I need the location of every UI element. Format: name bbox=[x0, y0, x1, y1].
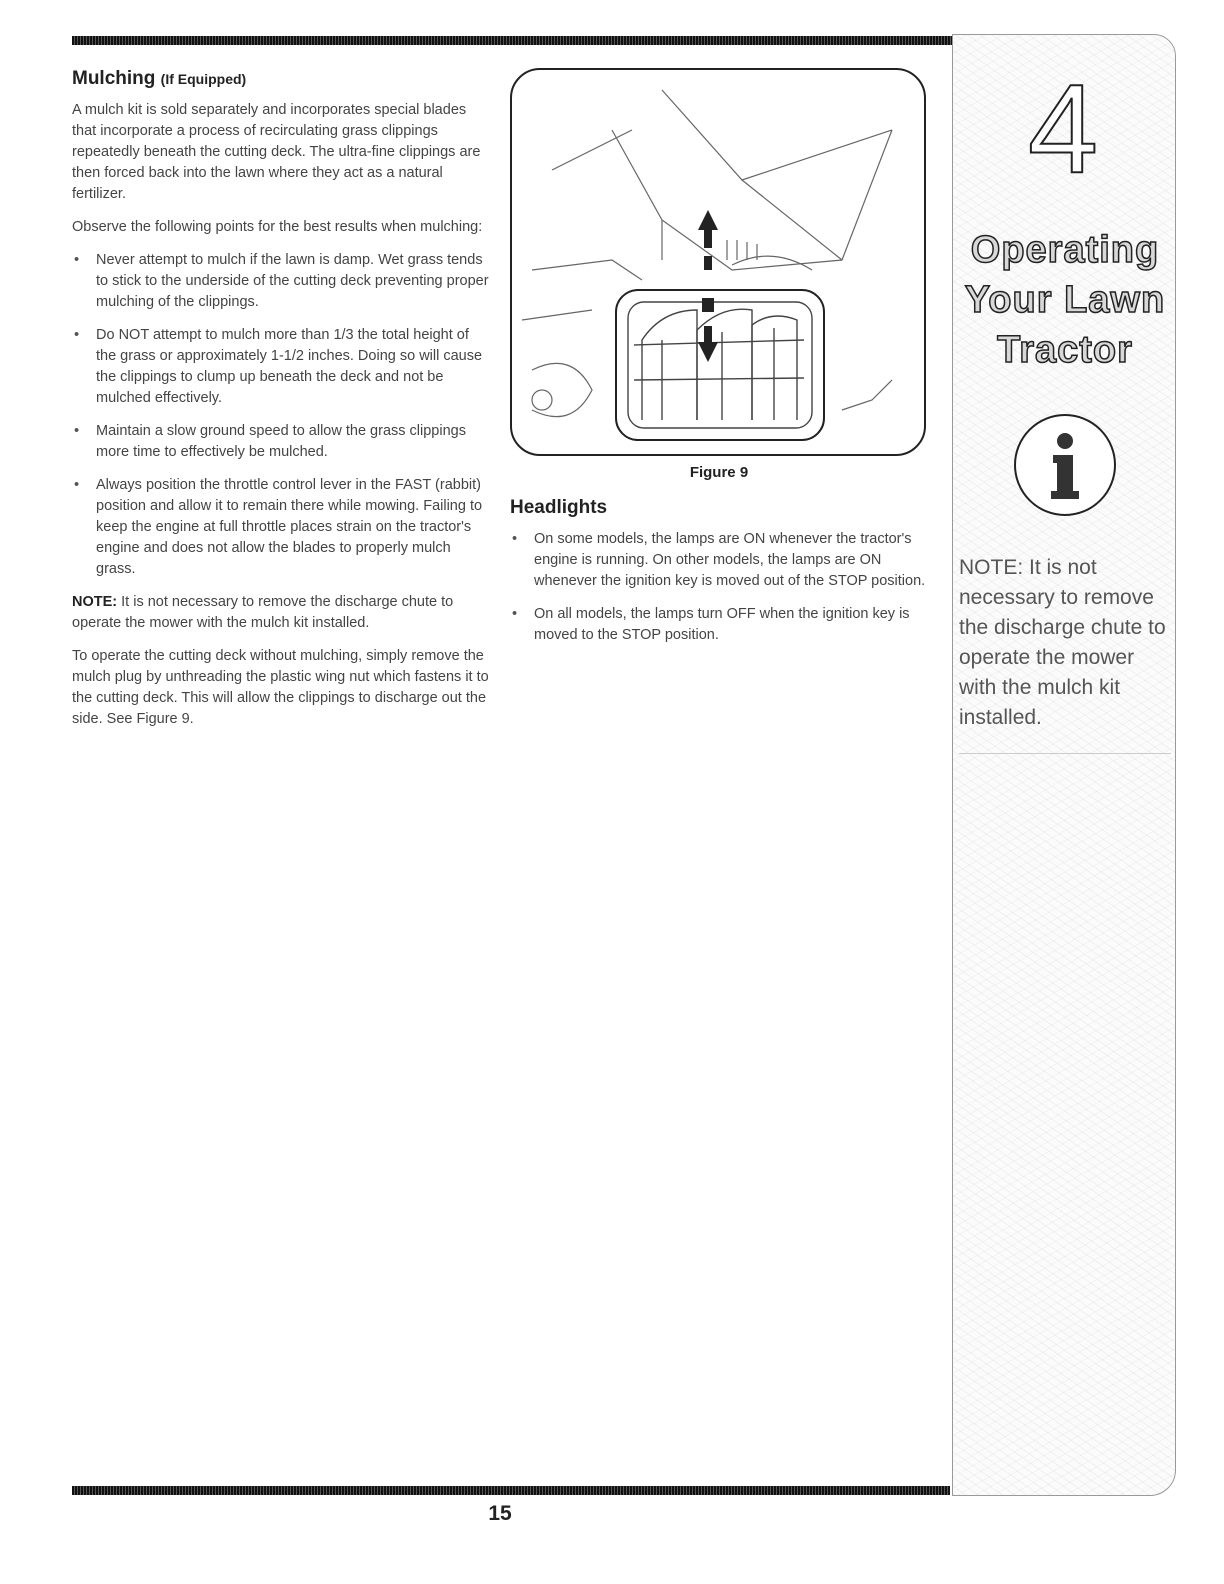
mulching-heading bbox=[72, 68, 490, 90]
mulching-title: Mulching bbox=[72, 68, 156, 89]
list-item: • Never attempt to mulch if the lawn is damp. Wet grass tends to stick to the underside of the cutting deck preventing proper mulching of the clippings. bbox=[72, 250, 490, 313]
list-item: • Always position the throttle control lever in the FAST (rabbit) position and allow it to remain there while mowing. Failing to keep the engine at full throttle places strain on the tractor's engine and does not allow the blades to properly mulch grass. bbox=[72, 475, 490, 580]
mulching-closing: To operate the cutting deck without mulching, simply remove the mulch plug by unthreading the plastic wing nut which fastens it to the cutting deck. This will allow the clippings to discharge out the side. See Figure 9. bbox=[72, 648, 489, 727]
top-rule bbox=[72, 36, 952, 45]
chapter-title-line: Tractor bbox=[997, 329, 1133, 371]
sidebar-note: NOTE: It is not necessary to remove the discharge chute to operate the mower with the mulch kit installed. bbox=[959, 556, 1166, 729]
mulching-intro: A mulch kit is sold separately and incorporates special blades that incorporate a process of recirculating grass clippings repeatedly beneath the cutting deck. The ultra-fine clippings are then forced back into the lawn where they act as a natural fertilizer. bbox=[72, 102, 481, 202]
figure-9-illustration bbox=[510, 68, 926, 456]
chapter-title-line: Operating bbox=[970, 229, 1160, 271]
chapter-number: 4 bbox=[1027, 58, 1099, 199]
list-item: • On all models, the lamps turn OFF when the ignition key is moved to the STOP position. bbox=[510, 604, 928, 646]
headlights-points bbox=[510, 529, 928, 646]
chapter-title bbox=[953, 225, 1177, 375]
note-text: It is not necessary to remove the discharge chute to operate the mower with the mulch kit installed. bbox=[72, 594, 454, 631]
bottom-rule bbox=[72, 1486, 950, 1495]
mulch-plug-drawing bbox=[512, 70, 926, 456]
headlights-heading: Headlights bbox=[510, 497, 608, 518]
mulching-note bbox=[72, 592, 490, 634]
sidebar-divider bbox=[959, 753, 1171, 754]
mulching-observe: Observe the following points for the best results when mulching: bbox=[72, 219, 483, 235]
chapter-sidebar bbox=[952, 34, 1176, 1496]
list-item: • On some models, the lamps are ON whenever the tractor's engine is running. On other models, the lamps are ON whenever the ignition key is moved out of the STOP position. bbox=[510, 529, 928, 592]
mulching-points bbox=[72, 250, 490, 580]
figure-caption: Figure 9 bbox=[689, 464, 749, 481]
note-label: NOTE: bbox=[72, 594, 118, 610]
middle-column bbox=[510, 68, 928, 658]
mulching-title-suffix: (If Equipped) bbox=[160, 71, 247, 87]
list-item: • Maintain a slow ground speed to allow the grass clippings more time to effectively be mulched. bbox=[72, 421, 490, 463]
chapter-title-line: Your Lawn bbox=[964, 279, 1166, 321]
mulching-section bbox=[72, 68, 490, 742]
page-number: 15 bbox=[488, 1502, 512, 1525]
info-icon bbox=[1011, 411, 1119, 519]
list-item: • Do NOT attempt to mulch more than 1/3 the total height of the grass or approximately 1-1/2 inches. Doing so will cause the clippings to clump up beneath the deck and not be mulched effectively. bbox=[72, 325, 490, 409]
